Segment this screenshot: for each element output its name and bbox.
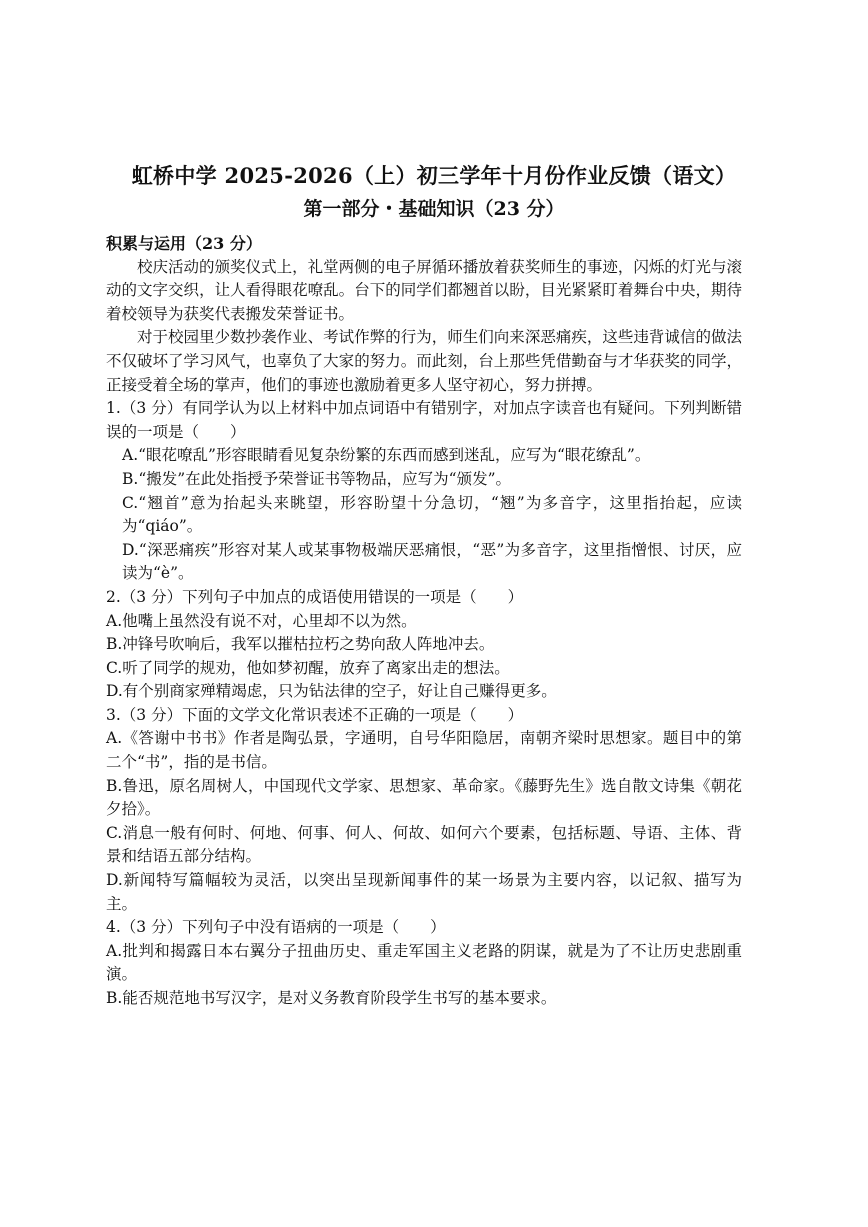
option-a: A.《答谢中书书》作者是陶弘景，字通明，自号华阳隐居，南朝齐梁时思想家。题目中的第二个“书”，指的是书信。 <box>106 729 742 772</box>
question-stem: 4.（3 分）下列句子中没有语病的一项是（ ） <box>106 918 446 937</box>
option-d: D.新闻特写篇幅较为灵活，以突出呈现新闻事件的某一场景为主要内容，以记叙、描写为主。 <box>106 871 742 913</box>
option-d: D.“深恶痛疾”形容对某人或某事物极端厌恶痛恨，“恶”为多音字，这里指憎恨、讨厌，应读为“è”。 <box>122 540 742 583</box>
option-c: C.听了同学的规劝，他如梦初醒，放弃了离家出走的想法。 <box>106 658 510 677</box>
option-c: C.“翘首”意为抬起头来眺望，形容盼望十分急切，“翘”为多音字，这里指抬起，应读为“qiáo”。 <box>122 493 742 536</box>
question-2 <box>106 586 742 704</box>
question-3 <box>106 704 742 916</box>
option-d: D.有个别商家殚精竭虑，只为钻法律的空子，好让自己赚得更多。 <box>106 682 557 701</box>
passage-paragraph: 校庆活动的颁奖仪式上，礼堂两侧的电子屏循环播放着获奖师生的事迹，闪烁的灯光与滚动的文字交织，让人看得眼花嘹乱。台下的同学们都翘首以盼，目光紧紧盯着舞台中央，期待着校领导为获奖代表搬发荣誉证书。 <box>106 257 742 323</box>
option-a: A.批判和揭露日本右翼分子扭曲历史、重走军国主义老路的阴谋，就是为了不让历史悲剧重演。 <box>106 941 742 984</box>
option-b: B.冲锋号吹响后，我军以摧枯拉朽之势向敌人阵地冲去。 <box>106 635 495 654</box>
option-c: C.消息一般有何时、何地、何事、何人、何故、如何六个要素，包括标题、导语、主体、背景和结语五部分结构。 <box>106 823 742 866</box>
question-4 <box>106 916 742 1010</box>
option-a: A.他嘴上虽然没有说不对，心里却不以为然。 <box>106 611 417 630</box>
document-title: 虹桥中学 2025-2026（上）初三学年十月份作业反馈（语文） <box>131 163 737 188</box>
question-stem: 3.（3 分）下面的文学文化常识表述不正确的一项是（ ） <box>106 705 524 724</box>
question-stem: 2.（3 分）下列句子中加点的成语使用错误的一项是（ ） <box>106 587 524 606</box>
option-b: B.能否规范地书写汉字，是对义务教育阶段学生书写的基本要求。 <box>106 989 557 1007</box>
part-subtitle: 第一部分・基础知识（23 分） <box>303 198 565 220</box>
option-a: A.“眼花嘹乱”形容眼睛看见复杂纷繁的东西而感到迷乱，应写为“眼花缭乱”。 <box>122 446 651 465</box>
section-heading: 积累与运用（23 分） <box>106 234 262 253</box>
option-b: B.“搬发”在此处指授予荣誉证书等物品，应写为“颁发”。 <box>122 469 512 488</box>
option-b: B.鲁迅，原名周树人，中国现代文学家、思想家、革命家。《藤野先生》选自散文诗集《朝花夕拾》。 <box>106 776 742 819</box>
passage-paragraph: 对于校园里少数抄袭作业、考试作弊的行为，师生们向来深恶痛疾，这些违背诚信的做法不仅破坏了学习风气，也辜负了大家的努力。而此刻，台上那些凭借勤奋与才华获奖的同学，正接受着全场的掌声，他们的事迹也激励着更多人坚守初心，努力拼搏。 <box>106 328 742 394</box>
question-stem: 1.（3 分）有同学认为以上材料中加点词语中有错别字，对加点字读音也有疑问。下列判断错误的一项是（ ） <box>106 399 742 441</box>
document-body <box>106 232 742 1011</box>
question-1 <box>106 397 742 586</box>
